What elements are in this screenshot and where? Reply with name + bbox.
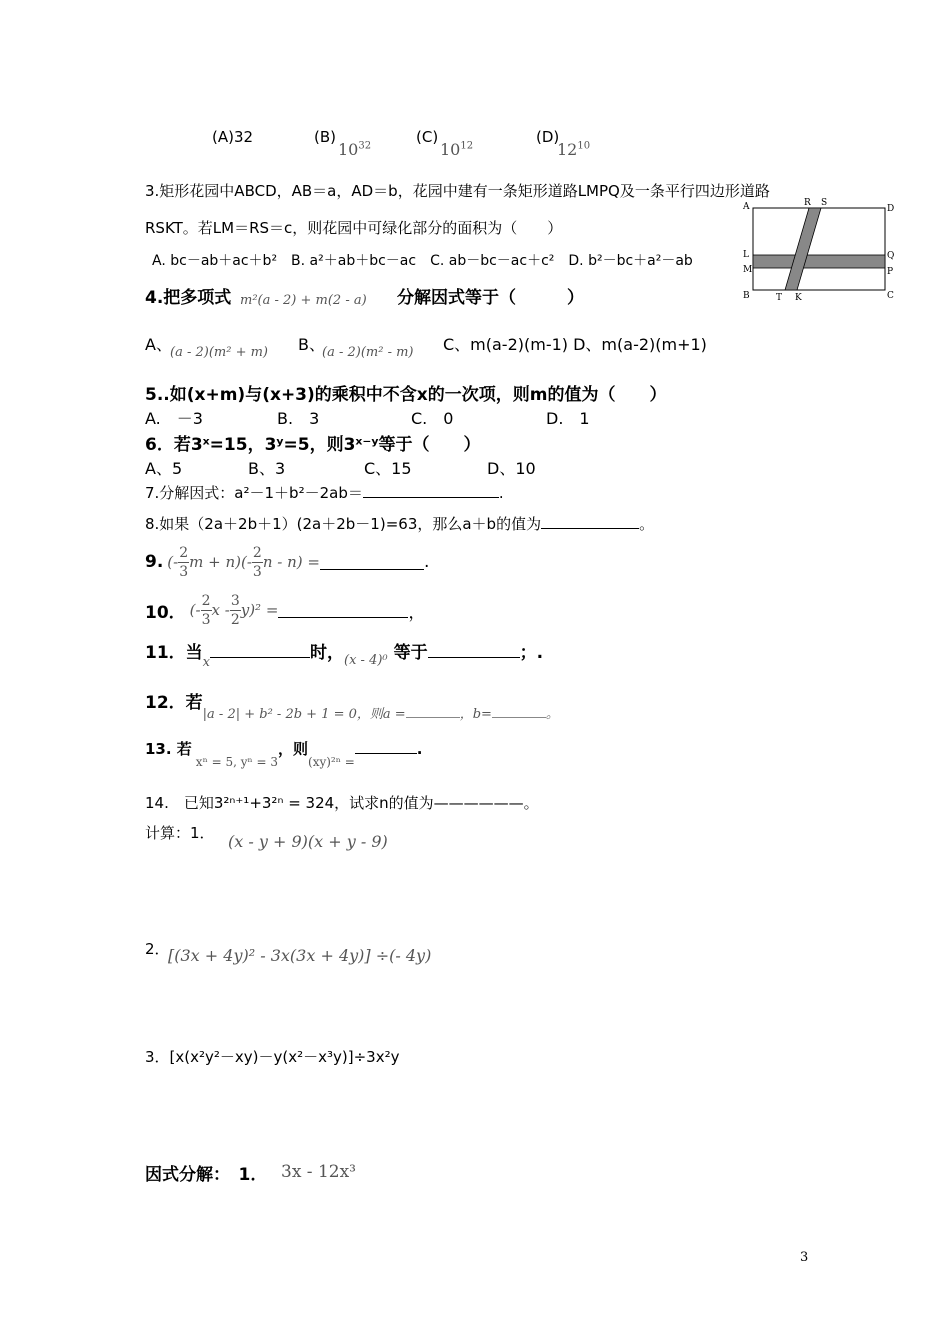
q2-option-c-label: (C) [416,128,439,146]
q3-line2: RSKT。若LM＝RS＝c，则花园中可绿化部分的面积为（ ） [145,219,563,237]
q11: 11．当$_x$ 时，$_{(x - 4)^0}$ 等于 ；. [145,643,544,670]
q6-text: 6．若3ˣ=15，3ʸ=5，则3ˣ⁻ʸ等于（ ） [145,435,481,455]
q5-option-d: D. 1 [546,409,590,428]
q4-option-b-label: B、 [298,335,325,354]
q12: 12．若$_{|a - 2| + b^2 - 2b + 1 = 0,则a =}$ $_{,b=}$ $_。$ [145,693,559,722]
label-q: Q [887,251,895,261]
q5-option-a: A. －3 [145,409,203,428]
label-t: T [776,293,783,303]
q5-option-b: B. 3 [277,409,320,428]
q13-label: 13. 若 [145,740,192,758]
q8: 8.如果（2a＋2b＋1）(2a＋2b－1)=63，那么a＋b的值为 。 [145,515,655,533]
label-a: A [743,202,750,212]
q4-prefix: 4.把多项式 [145,288,232,308]
label-p: P [887,267,894,277]
q5-option-c: C. 0 [411,409,454,428]
q11-blank-2[interactable] [428,656,520,658]
q6-option-c: C、15 [364,459,412,478]
q9-answer-blank[interactable] [320,568,424,570]
calc-item-3: 3．[x(x²y²－xy)－y(x²－x³y)]÷3x²y [145,1048,400,1066]
label-d: D [887,204,895,214]
label-s: S [821,198,828,208]
label-c: C [887,291,894,301]
q2-option-b-label: (B) [314,128,336,146]
q13: 13. 若$_{x^n = 5, y^n = 3}$，则$_{(xy)^{2n} =}$. [145,740,423,769]
label-r: R [804,198,811,208]
label-b: B [743,291,750,301]
calc-expr-1: (x - y + 9)(x + y - 9) [228,832,388,851]
q12-label: 12．若 [145,693,203,713]
calc-label-2: 2． [145,940,170,958]
q12-blank-b[interactable] [492,716,546,718]
q8-text: 8.如果（2a＋2b＋1）(2a＋2b－1)=63，那么a＋b的值为 [145,515,542,533]
q5-text: 5..如(x+m)与(x+3)的乘积中不含x的一次项，则m的值为（ ） [145,385,667,405]
q7-answer-blank[interactable] [363,496,499,498]
q4-options-cd: C、m(a-2)(m-1) D、m(a-2)(m+1) [443,335,707,354]
q8-answer-blank[interactable] [541,527,639,529]
label-m: M [743,265,753,275]
q9-label: 9. [145,552,164,572]
q4-expr: m²(a - 2) + m(2 - a) [240,293,367,308]
q2-option-d-label: (D) [536,128,560,146]
factor-heading: 因式分解： 1． [145,1165,268,1185]
q9-fraction-2: $\frac{2}{3}$ [252,544,262,580]
q10-fraction-1: $\frac{2}{3}$ [201,592,211,628]
q2-option-b-expr: $10^{32}$ [338,140,372,159]
q6-option-b: B、3 [248,459,286,478]
q2-option-c-expr: $10^{12}$ [440,140,474,159]
q10: 10． (- $\frac{2}{3}$ x - $\frac{3}{2}$ y)² = ， [145,592,426,628]
label-k: K [795,293,802,303]
calc-expr-2: [(3x + 4y)² - 3x(3x + 4y)] ÷(- 4y) [168,946,432,965]
calc-heading: 计算：1． [145,824,215,842]
q4-option-b-expr: (a - 2)(m² - m) [322,345,414,360]
q7: 7.分解因式：a²－1＋b²－2ab＝ . [145,484,504,502]
q2-option-d-expr: $12^{10}$ [557,140,591,159]
q10-fraction-2: $\frac{3}{2}$ [230,592,240,628]
q12-blank-a[interactable] [406,716,460,718]
garden-diagram [738,194,900,306]
q9-fraction-1: $\frac{2}{3}$ [179,544,189,580]
q11-label: 11．当 [145,643,203,663]
q6-option-a: A、5 [145,459,183,478]
q2-option-a: (A)32 [212,128,254,146]
q10-label: 10． [145,602,186,623]
q13-answer-blank[interactable] [355,752,417,754]
page-number: 3 [800,1250,809,1265]
q11-blank-1[interactable] [210,656,310,658]
q3-line1: 3.矩形花园中ABCD，AB＝a，AD＝b，花园中建有一条矩形道路LMPQ及一条平行四边形道路 [145,182,770,200]
q6-option-d: D、10 [487,459,536,478]
q9: 9. (- $\frac{2}{3}$ m + n)(- $\frac{2}{3}$ n - n) = . [145,544,430,580]
factor-expr-1: 3x - 12x³ [281,1162,356,1182]
label-l: L [743,250,749,260]
q4-option-a-label: A、 [145,335,172,354]
q10-answer-blank[interactable] [278,616,408,618]
q3-options: A. bc－ab＋ac＋b² B. a²＋ab＋bc－ac C. ab－bc－ac＋c² D. b²－bc＋a²－ab [152,253,693,269]
q4-suffix: 分解因式等于（ ） [397,288,584,308]
q14-text: 14. 已知3²ⁿ⁺¹+3²ⁿ = 324，试求n的值为——————。 [145,794,539,812]
q7-text: 7.分解因式：a²－1＋b²－2ab＝ [145,484,363,502]
q4-option-a-expr: (a - 2)(m² + m) [170,345,268,360]
